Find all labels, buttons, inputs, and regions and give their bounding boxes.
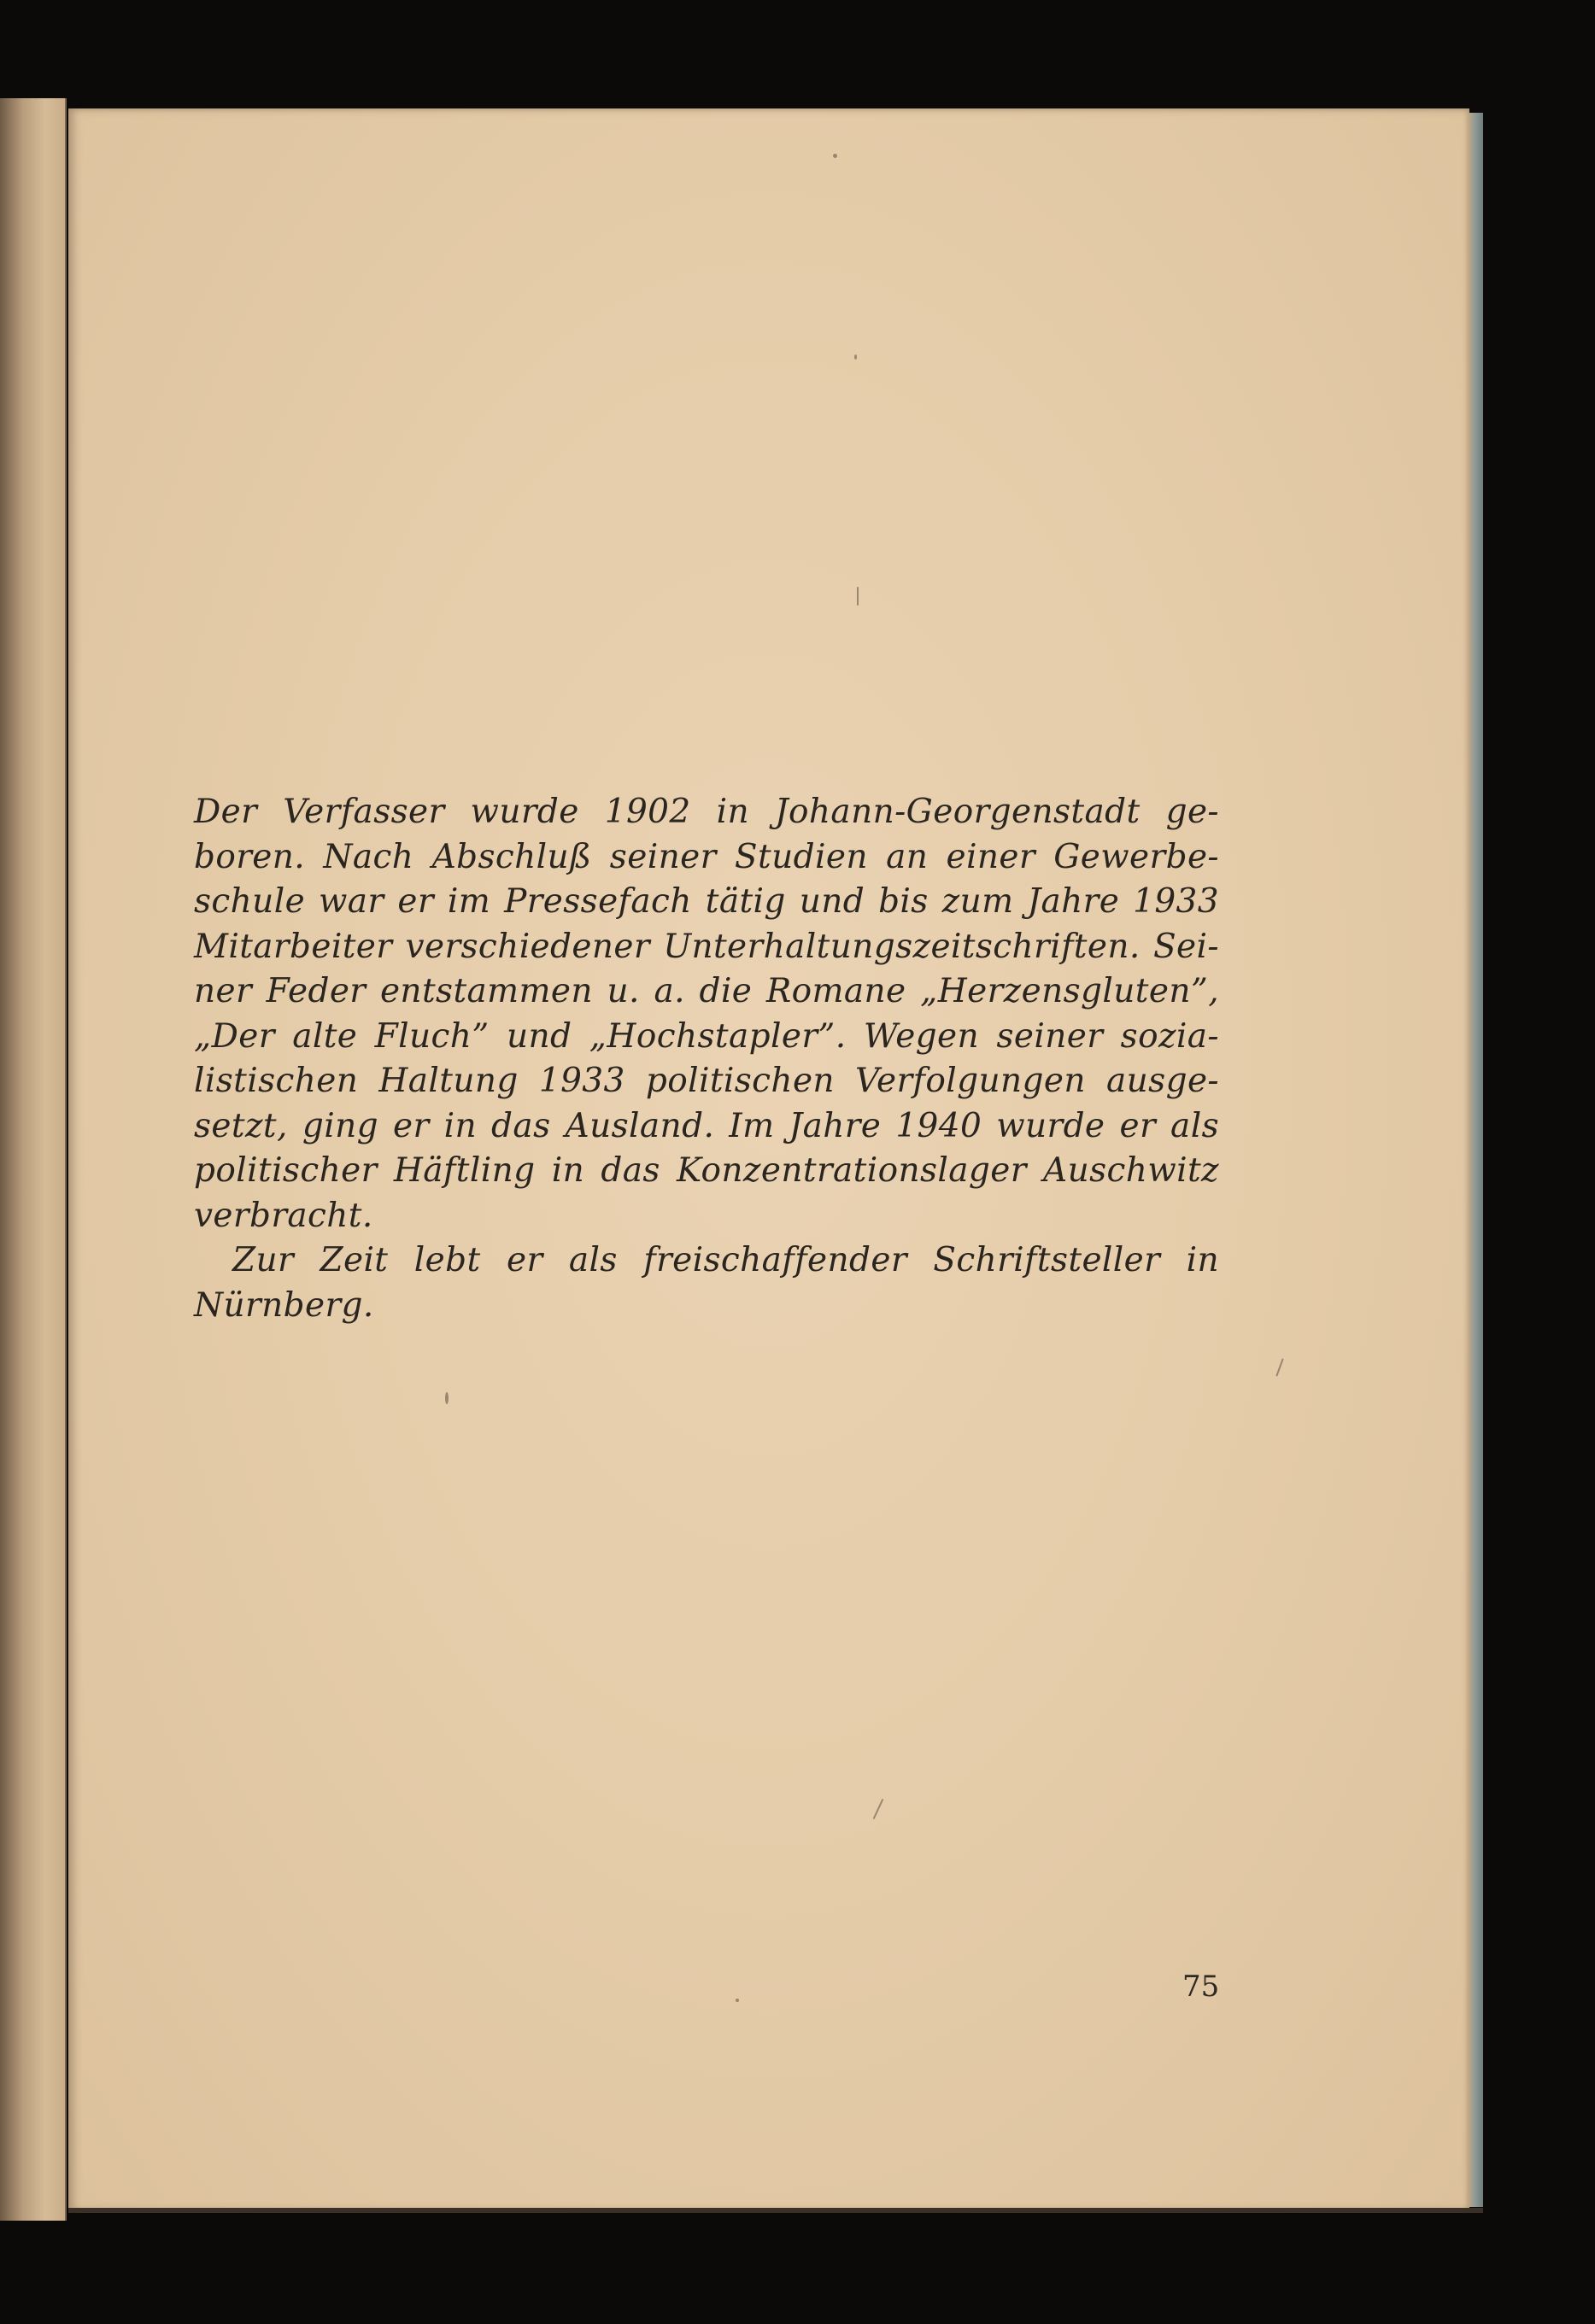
- text-line: ner Feder entstammen u. a. die Romane „Herzensgluten”,: [194, 972, 1219, 1010]
- paper-speck: [445, 1392, 449, 1404]
- page-right-edge: [1469, 113, 1483, 2207]
- text-line: Zur Zeit lebt er als freischaffender Schriftsteller in: [232, 1241, 1219, 1279]
- text-line: Mitarbeiter verschiedener Unterhaltungszeitschriften. Sei-: [194, 927, 1219, 966]
- author-bio-text: [194, 790, 1219, 1328]
- text-line: Der Verfasser wurde 1902 in Johann-Georgenstadt ge-: [194, 793, 1219, 831]
- paper-speck: [736, 1999, 739, 2002]
- page-number: 75: [1182, 1970, 1220, 2004]
- text-line: verbracht.: [194, 1196, 373, 1235]
- left-page-edge: [0, 98, 67, 2221]
- text-line: listischen Haltung 1933 politischen Verfolgungen ausge-: [194, 1062, 1219, 1100]
- page-bottom-shadow: [68, 2208, 1483, 2213]
- paper-speck: [833, 154, 837, 158]
- paper-speck: [854, 354, 857, 360]
- text-line: Nürnberg.: [194, 1285, 374, 1325]
- text-line: setzt, ging er in das Ausland. Im Jahre 1940 wurde er als: [194, 1106, 1219, 1145]
- text-line: politischer Häftling in das Konzentrationslager Auschwitz: [194, 1151, 1219, 1190]
- text-line: boren. Nach Abschluß seiner Studien an einer Gewerbe-: [194, 837, 1219, 876]
- text-line: „Der alte Fluch” und „Hochstapler”. Wegen seiner sozia-: [194, 1016, 1219, 1056]
- paper-speck: [857, 587, 859, 606]
- text-line: schule war er im Pressefach tätig und bis zum Jahre 1933: [194, 882, 1219, 921]
